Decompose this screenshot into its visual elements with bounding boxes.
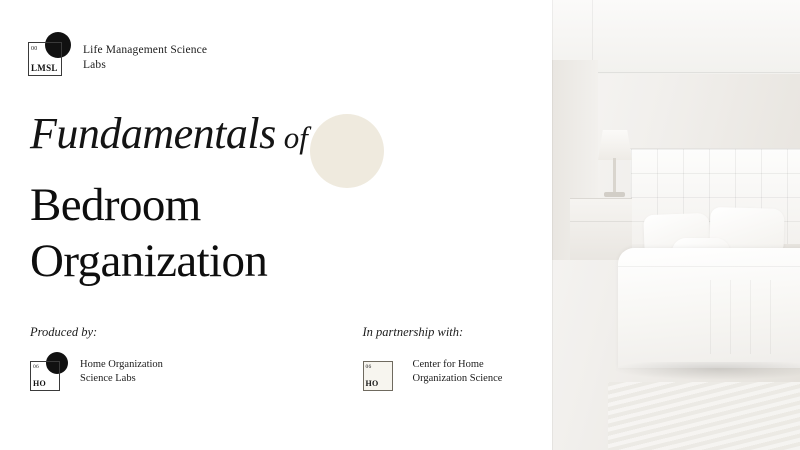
brand-lockup (28, 36, 213, 78)
logo-number: 06 (33, 364, 39, 370)
title-line-2: Bedroom (30, 179, 201, 231)
brand-name: Life Management Science Labs (83, 44, 208, 71)
photo-duvet-pleat (730, 280, 731, 354)
credits-row (30, 325, 530, 394)
photo-lamp-shade (598, 130, 632, 160)
title-word-fundamentals: Fundamentals (30, 109, 276, 158)
photo-duvet-pleat (710, 280, 711, 354)
credit-content (363, 354, 531, 394)
credit-partnership (363, 325, 531, 394)
photo-lamp-stem (613, 158, 616, 194)
photo-duvet (618, 248, 800, 368)
title-line-1 (30, 105, 530, 167)
title-line-3: Organization (30, 235, 268, 287)
logo-abbreviation: LMSL (31, 63, 58, 73)
logo-abbreviation: HO (33, 379, 47, 388)
logo-box-text (363, 361, 393, 391)
logo-number: 00 (31, 46, 38, 52)
photo-rug (608, 382, 800, 450)
lmsl-logo-icon (28, 36, 70, 78)
logo-box-text (28, 42, 62, 76)
credit-organization: Center for Home Organization Science (412, 359, 503, 384)
center-home-organization-logo-icon (363, 354, 401, 394)
home-organization-logo-icon (30, 354, 68, 394)
title-connector-of: of (283, 120, 308, 155)
photo-nightstand (570, 198, 632, 260)
photo-duvet-pleat (770, 280, 771, 354)
credit-label: Produced by: (30, 325, 98, 339)
photo-duvet-fold (618, 266, 800, 267)
logo-number: 06 (365, 364, 372, 370)
headline (30, 105, 530, 289)
credit-produced-by (30, 325, 198, 394)
photo-nightstand-drawer-line (570, 221, 632, 222)
bedroom-photo (552, 0, 800, 450)
photo-bed-shadow (612, 362, 800, 380)
photo-left-edge (552, 0, 553, 450)
credit-organization: Home Organization Science Labs (80, 359, 163, 384)
photo-duvet-pleat (750, 280, 751, 354)
logo-box-text (30, 361, 60, 391)
credit-label: In partnership with: (362, 325, 464, 339)
credit-content (30, 354, 198, 394)
photo-lamp-base (604, 192, 625, 197)
logo-abbreviation: HO (365, 379, 379, 388)
